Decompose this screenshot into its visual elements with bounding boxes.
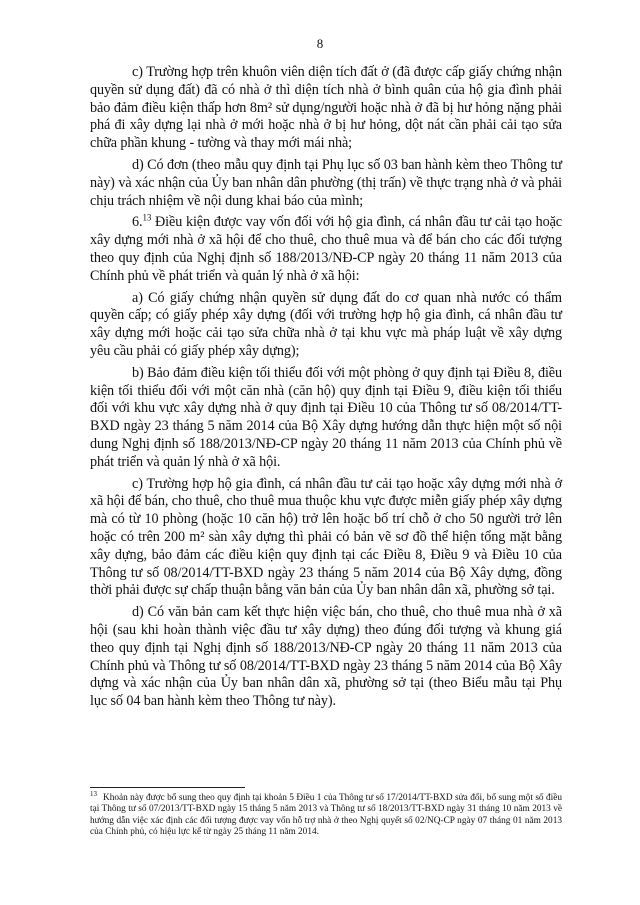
paragraph-b-minimum-conditions: b) Bảo đảm điều kiện tối thiểu đối với một phòng ở quy định tại Điều 8, điều kiện tối thiểu đối với một căn nhà (căn hộ) quy định tại Điều 9, điều kiện tối thiểu đối với khu vực xây dựng nhà ở quy định tại Điều 10 của Thông tư số 08/2014/TT-BXD ngày 23 tháng 5 năm 2014 của Bộ Xây dựng hướng dẫn thực hiện một số nội dung Nghị định số 188/2013/NĐ-CP ngày 20 tháng 11 năm 2013 của Chính phủ về phát triển và quản lý nhà ở xã hội. xyxy=(90,364,562,470)
paragraph-c-existing-house: c) Trường hợp trên khuôn viên diện tích đất ở (đã được cấp giấy chứng nhận quyền sử dụng đất) đã có nhà ở thì diện tích nhà ở bình quân của hộ gia đình phải bảo đảm điều kiện thấp hơn 8m² sử dụng/người hoặc nhà ở đã bị hư hỏng nặng phải phá đi xây dựng lại nhà ở mới hoặc nhà ở bị hư hỏng, dột nát cần phải cải tạo sửa chữa phần khung - tường và thay mới mái nhà; xyxy=(90,64,562,152)
paragraph-d-application-form: d) Có đơn (theo mẫu quy định tại Phụ lục số 03 ban hành kèm theo Thông tư này) và xác nhận của Ủy ban nhân dân phường (thị trấn) về thực trạng nhà ở và phải chịu trách nhiệm về nội dung khai báo của mình; xyxy=(90,156,562,209)
paragraph-a-land-certificate: a) Có giấy chứng nhận quyền sử dụng đất do cơ quan nhà nước có thẩm quyền cấp; có giấy phép xây dựng (đối với trường hợp hộ gia đình, cá nhân đầu tư xây dựng mới hoặc cải tạo sửa chữa nhà ở tại khu vực mà pháp luật về xây dựng yêu cầu phải có giấy phép xây dựng); xyxy=(90,289,562,359)
paragraph-6-loan-conditions xyxy=(90,214,562,285)
footnote xyxy=(90,789,562,838)
body-text xyxy=(90,64,562,715)
item-number: 6. xyxy=(132,214,143,231)
item-6-text: Điều kiện được vay vốn đối với hộ gia đình, cá nhân đầu tư cải tạo hoặc xây dựng mới nhà ở xã hội để cho thuê, cho thuê mua và để bán cho các đối tượng theo quy định của Nghị định số 188/2013/NĐ-CP ngày 20 tháng 11 năm 2013 của Chính phủ về phát triển và quản lý nhà ở xã hội: xyxy=(90,214,562,284)
paragraph-c-exempt-permit: c) Trường hợp hộ gia đình, cá nhân đầu tư cải tạo hoặc xây dựng mới nhà ở xã hội để bán, cho thuê, cho thuê mua thuộc khu vực được miễn giấy phép xây dựng mà có từ 10 phòng (hoặc 10 căn hộ) trở lên hoặc bố trí chỗ ở cho 50 người trở lên hoặc có trên 200 m² sàn xây dựng thì phải có bản vẽ sơ đồ thể hiện tổng mặt bằng xây dựng, bảo đảm các điều kiện quy định tại các Điều 8, Điều 9 và Điều 10 của Thông tư số 08/2014/TT-BXD ngày 23 tháng 5 năm 2014 của Bộ Xây dựng, đồng thời phải được sự chấp thuận bằng văn bản của Ủy ban nhân dân xã, phường sở tại. xyxy=(90,475,562,599)
paragraph-d-commitment: d) Có văn bản cam kết thực hiện việc bán, cho thuê, cho thuê mua nhà ở xã hội (sau khi hoàn thành việc đầu tư xây dựng) theo đúng đối tượng và khung giá theo quy định tại Nghị định số 188/2013/NĐ-CP ngày 20 tháng 11 năm 2013 của Chính phủ và Thông tư số 08/2014/TT-BXD ngày 23 tháng 5 năm 2014 của Bộ Xây dựng và xác nhận của Ủy ban nhân dân xã, phường sở tại (theo Biểu mẫu tại Phụ lục số 04 ban hành kèm theo Thông tư này). xyxy=(90,604,562,710)
footnote-reference[interactable]: 13 xyxy=(142,212,152,223)
footnote-marker: 13 xyxy=(90,789,97,798)
footnote-text: Khoản này được bổ sung theo quy định tại khoản 5 Điều 1 của Thông tư số 17/2014/TT-BXD sửa đổi, bổ sung một số điều tại Thông tư số 07/2013/TT-BXD ngày 15 tháng 5 năm 2013 và Thông tư số 18/2013/TT-BXD ngày 31 tháng 10 năm 2013 về hướng dẫn việc xác định các đối tượng được vay vốn hỗ trợ nhà ở theo Nghị quyết số 02/NQ-CP ngày 07 tháng 01 năm 2013 của Chính phủ, có hiệu lực kể từ ngày 25 tháng 11 năm 2014. xyxy=(90,793,562,837)
page-number: 8 xyxy=(316,36,324,51)
footnote-divider xyxy=(90,787,245,788)
